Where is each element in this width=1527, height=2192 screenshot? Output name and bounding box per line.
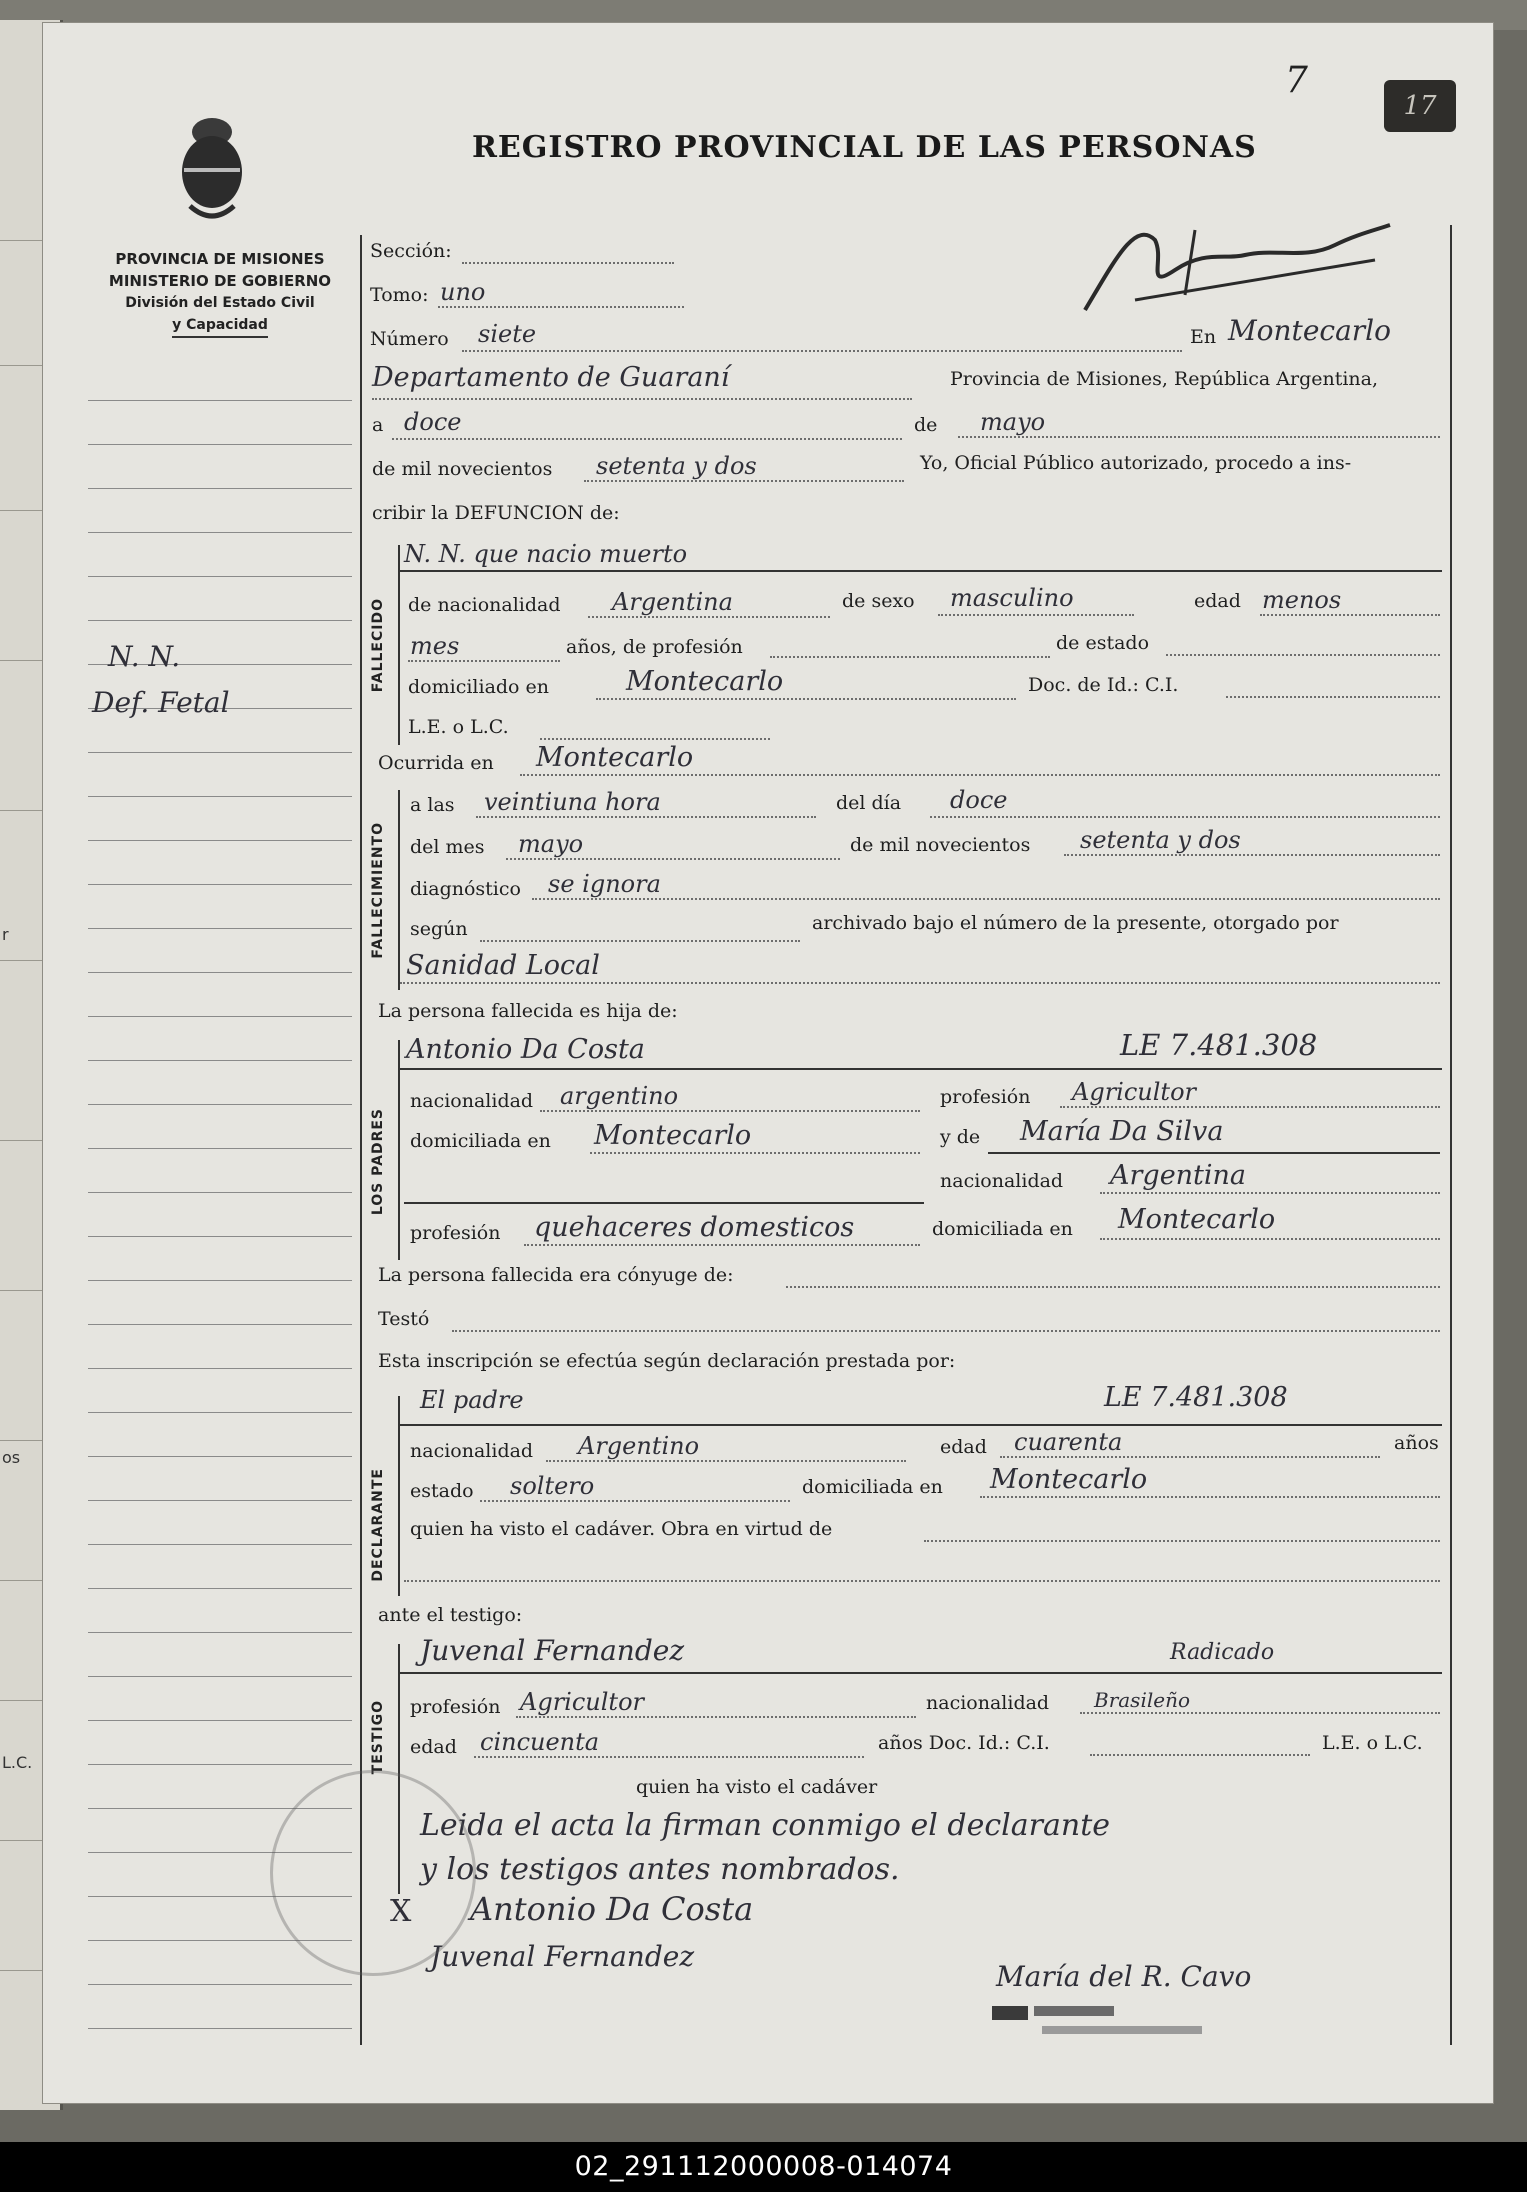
issuer-line: MINISTERIO DE GOBIERNO: [108, 272, 332, 290]
sexo-label: de sexo: [842, 590, 915, 612]
margin-rule-line: [88, 400, 352, 401]
section-label-testigo: TESTIGO: [370, 1700, 386, 1775]
partial-text: os: [2, 1448, 21, 1467]
document-title: REGISTRO PROVINCIAL DE LAS PERSONAS: [472, 130, 1257, 165]
page-number: 7: [1285, 60, 1308, 101]
archivado-text: archivado bajo el número de la presente, otorgado por: [812, 912, 1339, 934]
profesion-label: profesión: [940, 1086, 1031, 1108]
issuer-block: [90, 248, 350, 338]
margin-rule-line: [88, 1104, 352, 1105]
domicilio-label: domiciliada en: [410, 1130, 551, 1152]
domicilio-label: domiciliada en: [932, 1218, 1073, 1240]
fallecimiento-anio: setenta y dos: [1080, 826, 1241, 854]
inscripcion-text: Esta inscripción se efectúa según declaración prestada por:: [378, 1350, 956, 1372]
margin-rule-line: [88, 1016, 352, 1017]
margin-rule-line: [88, 532, 352, 533]
image-caption: 02_291112000008-014074: [0, 2142, 1527, 2192]
testigo-edad: cincuenta: [480, 1728, 600, 1756]
testigo-profesion: Agricultor: [520, 1688, 644, 1716]
issuer-line: y Capacidad: [172, 314, 268, 338]
margin-rule-line: [88, 1720, 352, 1721]
margin-rule-line: [88, 1632, 352, 1633]
margin-rule-line: [88, 1544, 352, 1545]
anios-label: años, de profesión: [566, 636, 743, 658]
hora-label: a las: [410, 794, 455, 816]
section-label-fallecido: FALLECIDO: [370, 598, 386, 693]
estado-label: estado: [410, 1480, 474, 1502]
edad-label: edad: [1194, 590, 1241, 612]
margin-rule-line: [88, 972, 352, 973]
en-value: Montecarlo: [1228, 314, 1391, 347]
testigo-nombre: Juvenal Fernandez: [420, 1634, 685, 1667]
tomo-value: uno: [440, 278, 486, 306]
margin-rule-line: [88, 1676, 352, 1677]
conyuge-label: La persona fallecida era cónyuge de:: [378, 1264, 734, 1286]
testigo-radicado: Radicado: [1170, 1640, 1275, 1665]
fallecido-nombre: N. N. que nacio muerto: [404, 540, 688, 568]
partial-text: r: [2, 925, 9, 944]
section-label-padres: LOS PADRES: [370, 1108, 386, 1216]
fallecido-edad-unidad: mes: [410, 632, 460, 660]
madre-profesion: quehaceres domesticos: [534, 1212, 855, 1243]
closing-line: y los testigos antes nombrados.: [420, 1852, 900, 1887]
margin-rule-line: [88, 884, 352, 885]
le-label: L.E. o L.C.: [408, 716, 509, 738]
issuer-line: PROVINCIA DE MISIONES: [115, 250, 325, 268]
estado-label: de estado: [1056, 632, 1150, 654]
margin-rule-line: [88, 840, 352, 841]
hija-de-label: La persona fallecida es hija de:: [378, 1000, 678, 1022]
margin-note: Def. Fetal: [92, 686, 230, 719]
anio-value: setenta y dos: [596, 452, 757, 480]
margin-rule-line: [88, 1456, 352, 1457]
testo-label: Testó: [378, 1308, 430, 1330]
tomo-label: Tomo:: [370, 284, 429, 306]
fallecido-sexo: masculino: [950, 584, 1074, 612]
fallecimiento-hora: veintiuna hora: [484, 788, 661, 816]
margin-rule-line: [88, 488, 352, 489]
ante-label: ante el testigo:: [378, 1604, 523, 1626]
margin-rule-line: [88, 1148, 352, 1149]
margin-rule-line: [88, 1412, 352, 1413]
official-stamp: [990, 2000, 1250, 2044]
anios-label: años: [1394, 1432, 1439, 1454]
margin-rule-line: [88, 1588, 352, 1589]
declarante-cadaver-text: quien ha visto el cadáver. Obra en virtud de: [410, 1518, 833, 1540]
margin-rule-line: [88, 1764, 352, 1765]
fallecimiento-diagnostico: se ignora: [548, 870, 661, 898]
domicilio-label: domiciliada en: [802, 1476, 943, 1498]
profesion-label: profesión: [410, 1222, 501, 1244]
testigo-nacionalidad: Brasileño: [1094, 1688, 1190, 1712]
ocurrida-label: Ocurrida en: [378, 752, 494, 774]
edad-label: edad: [940, 1436, 987, 1458]
declarante-edad: cuarenta: [1014, 1428, 1123, 1456]
madre-nombre: María Da Silva: [1020, 1116, 1224, 1147]
le-label: L.E. o L.C.: [1322, 1732, 1423, 1754]
margin-rule-line: [88, 928, 352, 929]
doc-label: Doc. de Id.: C.I.: [1028, 674, 1179, 696]
mes-label: del mes: [410, 836, 485, 858]
segun-label: según: [410, 918, 468, 940]
signature-oficial: María del R. Cavo: [996, 1960, 1252, 1993]
fallecido-edad: menos: [1262, 586, 1342, 614]
closing-line: Leida el acta la firman conmigo el declarante: [420, 1808, 1111, 1843]
nacionalidad-label: nacionalidad: [410, 1440, 534, 1462]
yde-label: y de: [940, 1126, 981, 1148]
signature-declarante: Antonio Da Costa: [470, 1890, 754, 1928]
x-mark: X: [390, 1894, 412, 1929]
mes-value: mayo: [980, 408, 1046, 436]
padre-nacionalidad: argentino: [560, 1082, 679, 1110]
dia-value: doce: [404, 408, 462, 436]
madre-nacionalidad: Argentina: [1110, 1160, 1247, 1191]
section-label-fallecimiento: FALLECIMIENTO: [370, 822, 386, 959]
issuer-line: División del Estado Civil: [125, 295, 315, 311]
margin-rule-line: [88, 1192, 352, 1193]
nacionalidad-label: nacionalidad: [926, 1692, 1050, 1714]
margin-rule-line: [88, 1280, 352, 1281]
fallecido-nacionalidad: Argentina: [612, 588, 733, 616]
numero-value: siete: [478, 320, 537, 348]
declarante-estado: soltero: [510, 1472, 595, 1500]
margin-rule-line: [88, 1984, 352, 1985]
nacionalidad-label: nacionalidad: [410, 1090, 534, 1112]
cribir-text: cribir la DEFUNCION de:: [372, 502, 620, 524]
declarante-nacionalidad: Argentino: [578, 1432, 700, 1460]
fallecimiento-otorgado: Sanidad Local: [406, 950, 600, 981]
profesion-label: profesión: [410, 1696, 501, 1718]
departamento-value: Departamento de Guaraní: [372, 362, 730, 393]
padre-profesion: Agricultor: [1072, 1078, 1196, 1106]
de-label: de: [914, 414, 938, 436]
coat-of-arms-icon: [170, 110, 254, 226]
padre-domicilio: Montecarlo: [594, 1120, 752, 1151]
declarante-nombre: El padre: [420, 1386, 524, 1414]
margin-rule-line: [88, 796, 352, 797]
edad-label: edad: [410, 1736, 457, 1758]
madre-domicilio: Montecarlo: [1118, 1204, 1276, 1235]
header-signature: [1075, 200, 1395, 320]
nacionalidad-label: de nacionalidad: [408, 594, 561, 616]
padre-documento: LE 7.481.308: [1120, 1028, 1318, 1062]
margin-rule-line: [88, 752, 352, 753]
margin-rule-line: [88, 1368, 352, 1369]
margin-rule-line: [88, 444, 352, 445]
numero-label: Número: [370, 328, 449, 350]
provincia-text: Provincia de Misiones, República Argentina,: [950, 368, 1379, 390]
fallecimiento-mes: mayo: [518, 830, 584, 858]
fallecido-domicilio: Montecarlo: [626, 666, 784, 697]
oficial-text: Yo, Oficial Público autorizado, procedo a ins-: [920, 452, 1352, 474]
faded-seal-stamp: [270, 1770, 476, 1976]
domicilio-label: domiciliado en: [408, 676, 550, 698]
fallecimiento-dia: doce: [950, 786, 1008, 814]
margin-rule-line: [88, 1500, 352, 1501]
margin-rule-line: [88, 576, 352, 577]
a-label: a: [372, 414, 384, 436]
nacionalidad-label: nacionalidad: [940, 1170, 1064, 1192]
margin-rule-line: [88, 620, 352, 621]
seccion-label: Sección:: [370, 240, 452, 262]
margin-note: N. N.: [108, 640, 181, 673]
ocurrida-lugar: Montecarlo: [536, 742, 694, 773]
testigo-cadaver-text: quien ha visto el cadáver: [636, 1776, 878, 1798]
dia-label: del día: [836, 792, 902, 814]
index-sticker: 17: [1384, 80, 1456, 132]
en-label: En: [1190, 326, 1217, 348]
mil-label: de mil novecientos: [850, 834, 1031, 856]
diagnostico-label: diagnóstico: [410, 878, 521, 900]
margin-rule-line: [88, 1060, 352, 1061]
signature-testigo: Juvenal Fernandez: [430, 1940, 695, 1973]
doc-label: años Doc. Id.: C.I.: [878, 1732, 1050, 1754]
mil-label: de mil novecientos: [372, 458, 553, 480]
section-label-declarante: DECLARANTE: [370, 1468, 386, 1582]
margin-rule-line: [88, 2028, 352, 2029]
partial-text: L.C.: [2, 1753, 33, 1772]
margin-rule-line: [88, 1236, 352, 1237]
margin-rule-line: [88, 1324, 352, 1325]
padre-nombre: Antonio Da Costa: [406, 1034, 645, 1065]
declarante-documento: LE 7.481.308: [1104, 1382, 1288, 1413]
declarante-domicilio: Montecarlo: [990, 1464, 1148, 1495]
